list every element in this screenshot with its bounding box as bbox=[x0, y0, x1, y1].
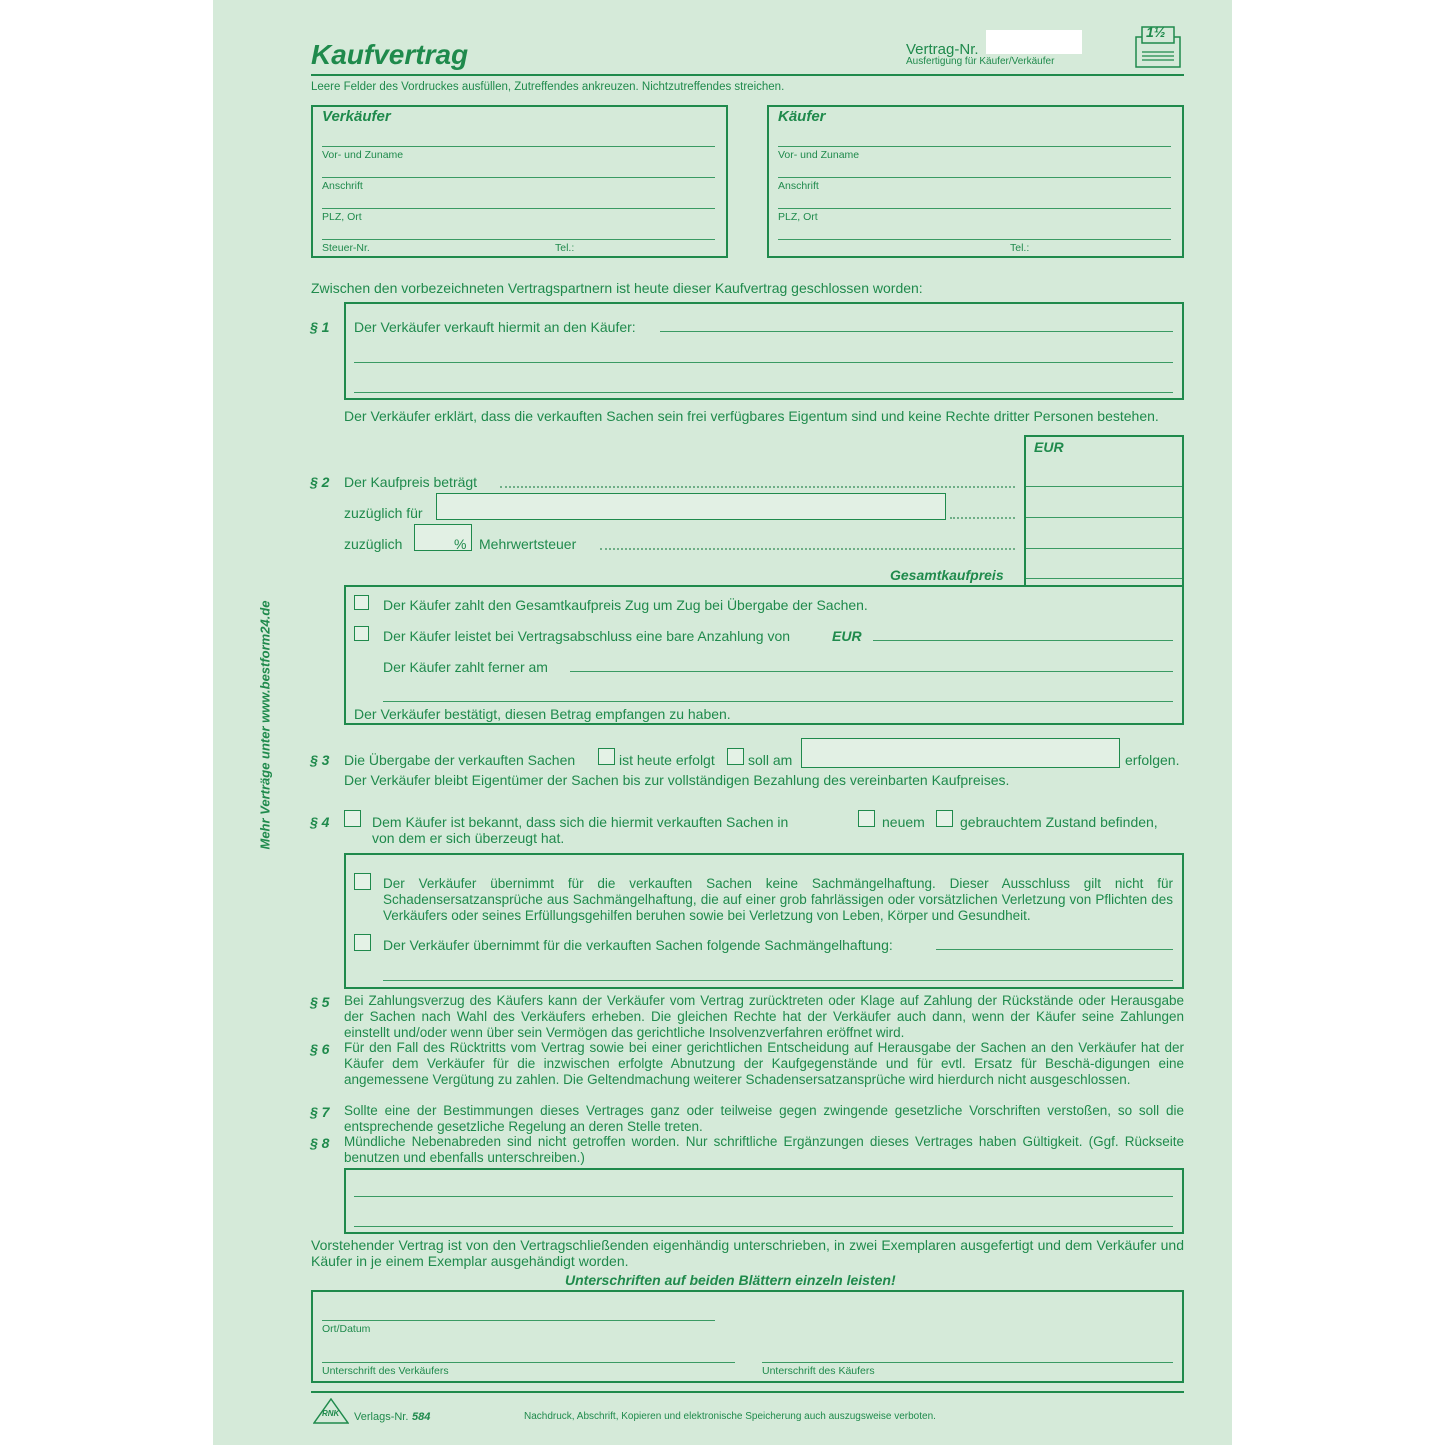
vat-leader bbox=[600, 548, 1015, 550]
total-label: Gesamtkaufpreis bbox=[890, 567, 1004, 583]
buyer-signature-label: Unterschrift des Käufers bbox=[762, 1365, 875, 1377]
contract-no-field[interactable] bbox=[986, 30, 1082, 54]
seller-line[interactable] bbox=[322, 177, 715, 178]
additions-line[interactable] bbox=[354, 1226, 1173, 1227]
section-1-declaration: Der Verkäufer erklärt, dass die verkauften Sachen sein frei verfügbares Eigentum sind und keine Rechte dritter Personen bestehen. bbox=[344, 408, 1159, 424]
condition-used-text: gebrauchtem Zustand befinden, bbox=[960, 814, 1158, 830]
section-8-number: § 8 bbox=[310, 1135, 330, 1151]
handover-date-checkbox[interactable] bbox=[727, 748, 744, 765]
handover-today-checkbox[interactable] bbox=[598, 748, 615, 765]
copy-label: Ausfertigung für Käufer/Verkäufer bbox=[906, 56, 1055, 67]
warranty-terms-checkbox[interactable] bbox=[354, 934, 371, 951]
signature-notice: Unterschriften auf beiden Blättern einzeln leisten! bbox=[565, 1272, 896, 1288]
intro-text: Zwischen den vorbezeichneten Vertragspartnern ist heute dieser Kaufvertrag geschlossen worden: bbox=[311, 280, 923, 296]
known-condition-checkbox[interactable] bbox=[344, 810, 361, 827]
additions-box bbox=[344, 1168, 1184, 1234]
section-1-text: Der Verkäufer verkauft hiermit an den Käufer: bbox=[354, 319, 636, 335]
header-rule bbox=[311, 74, 1184, 76]
buyer-line[interactable] bbox=[778, 146, 1171, 147]
buyer-address-label: Anschrift bbox=[778, 180, 819, 192]
section-8-text: Mündliche Nebenabreden sind nicht getroffen worden. Nur schriftliche Ergänzungen dieses Vertrages haben Gültigkeit. (Ggf. Rückseite benutzen und ebenfalls unterschreiben.) bbox=[344, 1134, 1184, 1165]
further-payment-line[interactable] bbox=[383, 701, 1173, 702]
plus-for-leader bbox=[950, 517, 1015, 519]
seller-line[interactable] bbox=[322, 146, 715, 147]
publisher-logo: RNK bbox=[313, 1398, 349, 1424]
section-3-number: § 3 bbox=[310, 752, 330, 768]
pay-on-delivery-checkbox[interactable] bbox=[354, 595, 369, 610]
no-warranty-text: Der Verkäufer übernimmt für die verkauften Sachen keine Sachmängelhaftung. Dieser Ausschluss gilt nicht für Schadensersatzansprüche aus Sachmängelhaftung, die auf einer grob fahrlässigen oder vorsätzlichen Verletzung von Pflichten des Verkäufers oder seines Erfüllungsgehilfen beruhen sowie bei Verletzung von Leben, Körper und Gesundheit. bbox=[383, 876, 1173, 923]
warranty-terms-line[interactable] bbox=[936, 949, 1173, 950]
condition-new-checkbox[interactable] bbox=[858, 810, 875, 827]
seller-phone-label: Tel.: bbox=[555, 242, 575, 254]
price-currency: EUR bbox=[1034, 439, 1064, 455]
buyer-phone-label: Tel.: bbox=[1010, 242, 1030, 254]
section-4-text: Dem Käufer ist bekannt, dass sich die hiermit verkauften Sachen in bbox=[372, 814, 789, 830]
buyer-line[interactable] bbox=[778, 239, 1171, 240]
publisher-no-label: Verlags-Nr. bbox=[354, 1411, 409, 1423]
page-title: Kaufvertrag bbox=[311, 39, 469, 70]
plus-for-field[interactable] bbox=[436, 493, 946, 520]
handover-today-text: ist heute erfolgt bbox=[619, 752, 715, 768]
seller-heading: Verkäufer bbox=[322, 108, 391, 125]
receipt-confirm-text: Der Verkäufer bestätigt, diesen Betrag empfangen zu haben. bbox=[354, 706, 731, 722]
section-2-number: § 2 bbox=[310, 474, 330, 490]
warranty-terms-line[interactable] bbox=[383, 980, 1173, 981]
further-payment-text: Der Käufer zahlt ferner am bbox=[383, 659, 548, 675]
warranty-terms-text: Der Verkäufer übernimmt für die verkauften Sachen folgende Sachmängelhaftung: bbox=[383, 937, 893, 953]
down-payment-currency: EUR bbox=[832, 628, 862, 644]
section-7-text: Sollte eine der Bestimmungen dieses Vertrages ganz oder teilweise gegen zwingende gesetzliche Vorschriften verstoßen, so soll die entsprechende gesetzliche Regelung an deren Stelle treten. bbox=[344, 1103, 1184, 1134]
down-payment-text: Der Käufer leistet bei Vertragsabschluss eine bare Anzahlung von bbox=[383, 628, 791, 644]
copyright-text: Nachdruck, Abschrift, Kopieren und elektronische Speicherung auch auszugsweise verboten. bbox=[524, 1411, 936, 1422]
publisher-no-value: 584 bbox=[412, 1411, 431, 1423]
seller-city-label: PLZ, Ort bbox=[322, 211, 362, 223]
place-date-line[interactable] bbox=[322, 1320, 715, 1321]
section-5-text: Bei Zahlungsverzug des Käufers kann der Verkäufer vom Vertrag zurücktreten oder Klage auf Zahlung der Rückstände oder Herausgabe der Sachen nach Wahl des Verkäufers erheben. Die gleichen Rechte hat der Verkäufer auch dann, wenn der Käufer seine Zahlungen einstellt und/oder wenn über sein Vermögen das gerichtliche Insolvenzverfahren eröffnet wird. bbox=[344, 993, 1184, 1040]
buyer-city-label: PLZ, Ort bbox=[778, 211, 818, 223]
price-row-line[interactable] bbox=[1026, 578, 1182, 579]
down-payment-checkbox[interactable] bbox=[354, 626, 369, 641]
seller-line[interactable] bbox=[322, 208, 715, 209]
buyer-name-label: Vor- und Zuname bbox=[778, 149, 860, 161]
price-column bbox=[1024, 435, 1184, 585]
instructions-text: Leere Felder des Vordruckes ausfüllen, Zutreffendes ankreuzen. Nichtzutreffendes streichen. bbox=[311, 81, 785, 93]
plus-label: zuzüglich bbox=[344, 536, 403, 552]
buyer-heading: Käufer bbox=[778, 108, 826, 125]
vat-label: Mehrwertsteuer bbox=[479, 536, 577, 552]
percent-sign: % bbox=[454, 536, 467, 552]
closing-text: Vorstehender Vertrag ist von den Vertragschließenden eigenhändig unterschrieben, in zwei Exemplaren ausgefertigt und dem Verkäufer und Käufer in je einem Exemplar ausgehändigt worden. bbox=[311, 1237, 1184, 1269]
side-url-text: Mehr Verträge unter www.bestform24.de bbox=[257, 600, 273, 850]
seller-name-label: Vor- und Zuname bbox=[322, 149, 404, 161]
buyer-box bbox=[767, 105, 1184, 258]
section-3-line2: Der Verkäufer bleibt Eigentümer der Sachen bis zur vollständigen Bezahlung des vereinbarten Kaufpreises. bbox=[344, 772, 1010, 788]
no-warranty-checkbox[interactable] bbox=[354, 873, 371, 890]
price-leader bbox=[500, 486, 1015, 488]
price-row-line[interactable] bbox=[1026, 486, 1182, 487]
place-date-label: Ort/Datum bbox=[322, 1323, 371, 1335]
price-label: Der Kaufpreis beträgt bbox=[344, 474, 478, 490]
seller-address-label: Anschrift bbox=[322, 180, 363, 192]
section-5-number: § 5 bbox=[310, 994, 330, 1010]
condition-new-text: neuem bbox=[882, 814, 925, 830]
section-1-number: § 1 bbox=[310, 319, 330, 335]
copies-badge: 1½ bbox=[1146, 24, 1166, 40]
section-3-text: Die Übergabe der verkauften Sachen bbox=[344, 752, 576, 768]
buyer-signature-line[interactable] bbox=[762, 1362, 1173, 1363]
handover-occur-text: erfolgen. bbox=[1125, 752, 1180, 768]
section-6-text: Für den Fall des Rücktritts vom Vertrag sowie bei einer gerichtlichen Entscheidung auf Herausgabe der Sachen an den Verkäufer hat der Käufer dem Verkäufer für die inzwischen erfolgte Abnutzung der Kaufgegenstände und für evtl. Ersatz für Beschä-digungen eine angemessene Vergütung zu zahlen. Die Geltendmachung weiterer Schadensersatzansprüche wird hierdurch nicht ausgeschlossen. bbox=[344, 1040, 1184, 1087]
seller-box bbox=[311, 105, 728, 258]
down-payment-line[interactable] bbox=[873, 640, 1173, 641]
pay-on-delivery-text: Der Käufer zahlt den Gesamtkaufpreis Zug um Zug bei Übergabe der Sachen. bbox=[383, 597, 868, 613]
section-4-number: § 4 bbox=[310, 814, 330, 830]
additions-line[interactable] bbox=[354, 1196, 1173, 1197]
handover-date-field[interactable] bbox=[801, 738, 1120, 768]
item-line[interactable] bbox=[660, 331, 1173, 332]
plus-for-label: zuzüglich für bbox=[344, 505, 423, 521]
item-line[interactable] bbox=[354, 362, 1173, 363]
section-1-box bbox=[344, 302, 1184, 400]
buyer-line[interactable] bbox=[778, 177, 1171, 178]
section-7-number: § 7 bbox=[310, 1104, 330, 1120]
item-line[interactable] bbox=[354, 392, 1173, 393]
section-6-number: § 6 bbox=[310, 1041, 330, 1057]
price-row-line[interactable] bbox=[1026, 548, 1182, 549]
seller-tax-label: Steuer-Nr. bbox=[322, 242, 370, 254]
price-row-line[interactable] bbox=[1026, 517, 1182, 518]
seller-signature-line[interactable] bbox=[322, 1362, 735, 1363]
seller-signature-label: Unterschrift des Verkäufers bbox=[322, 1365, 449, 1377]
condition-used-checkbox[interactable] bbox=[936, 810, 953, 827]
seller-line[interactable] bbox=[322, 239, 715, 240]
buyer-line[interactable] bbox=[778, 208, 1171, 209]
contract-no-label: Vertrag-Nr. bbox=[906, 41, 979, 58]
section-4-line2: von dem er sich überzeugt hat. bbox=[372, 830, 565, 846]
handover-date-text: soll am bbox=[748, 752, 793, 768]
further-payment-line[interactable] bbox=[570, 671, 1173, 672]
footer-rule bbox=[311, 1391, 1184, 1393]
